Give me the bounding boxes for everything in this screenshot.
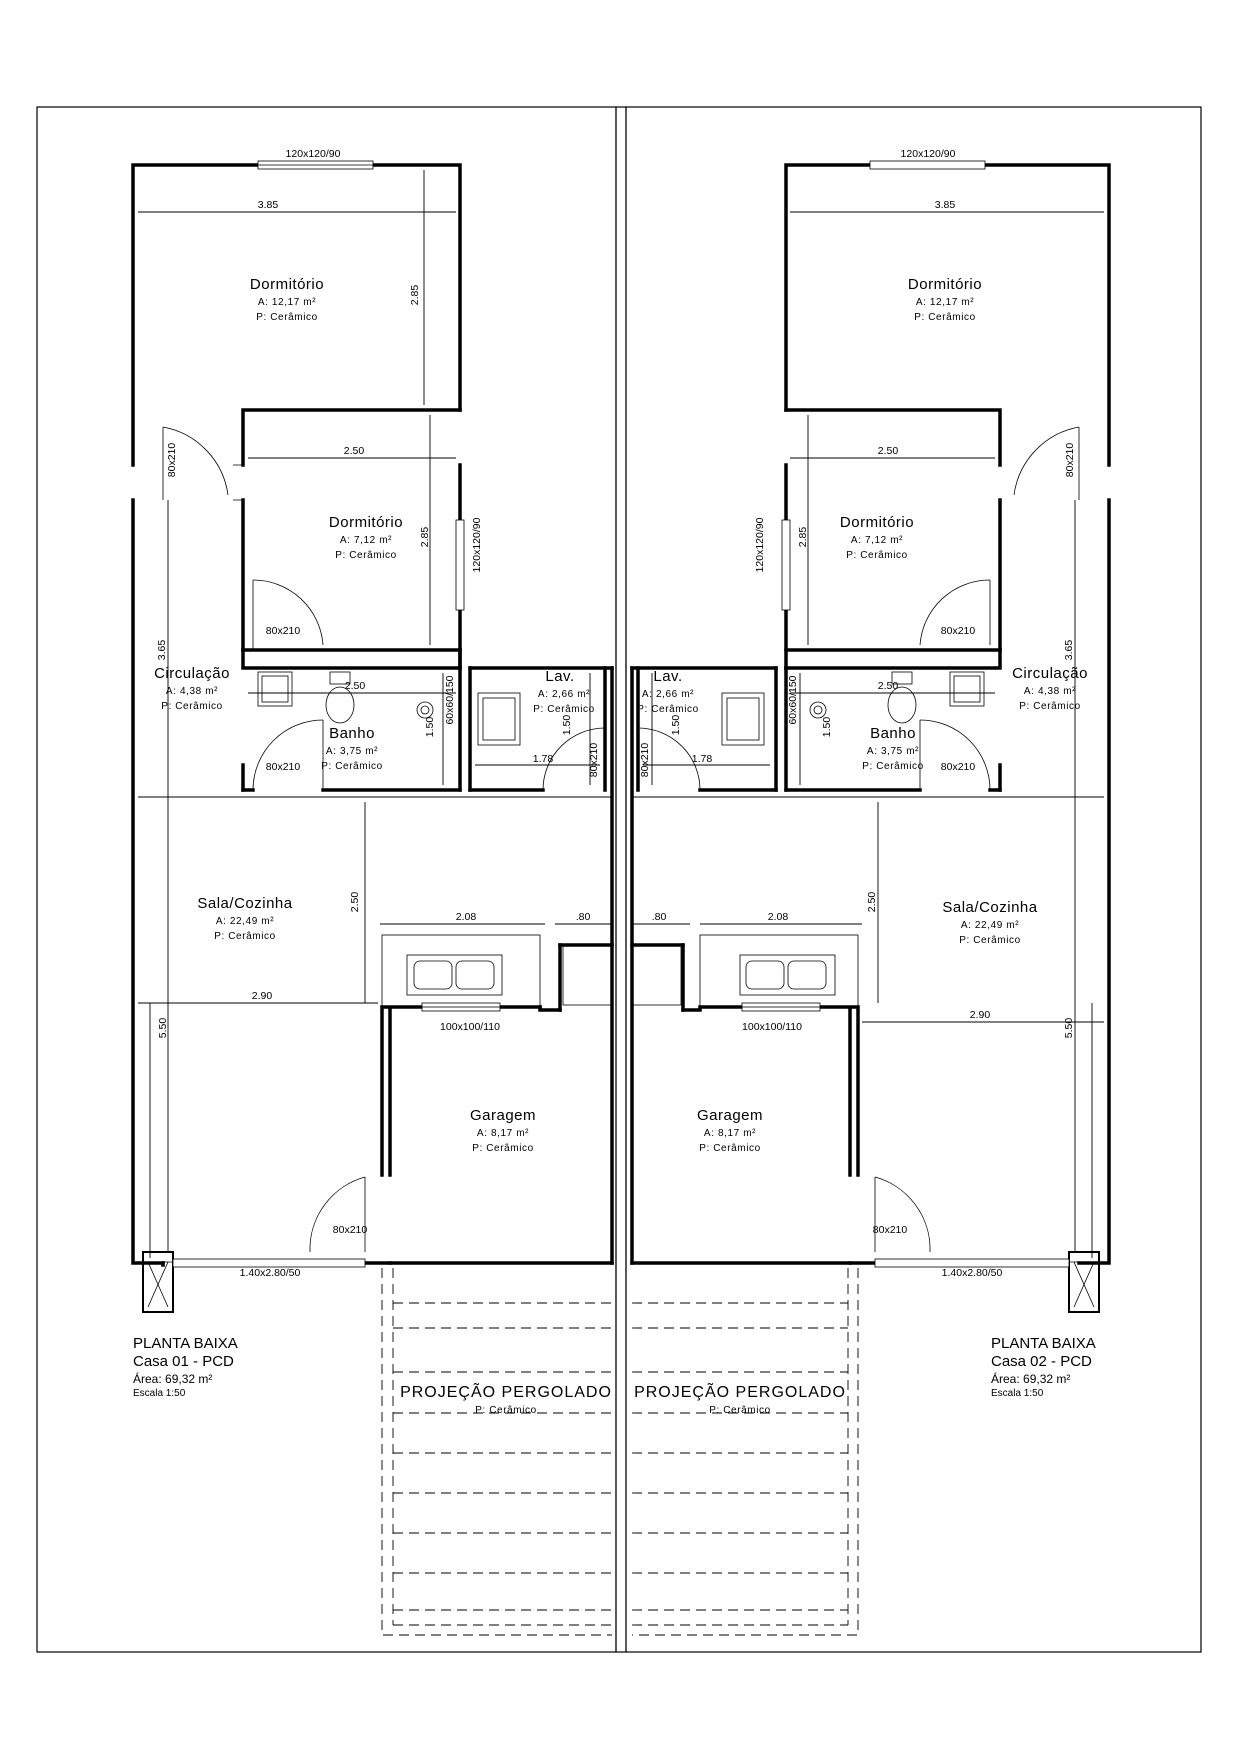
dim-bath-w: 2.50 (877, 680, 899, 692)
laundry-tank-icon (478, 693, 520, 745)
sink-icon (950, 672, 984, 706)
room-banho (862, 725, 924, 772)
dim-080: .80 (651, 911, 667, 923)
pergolado (382, 1268, 612, 1635)
svg-text:Dormitório: Dormitório (907, 276, 983, 293)
dim-365: 3.65 (1063, 639, 1075, 661)
dim-bath-h: 1.50 (821, 716, 833, 738)
svg-text:PLANTA BAIXA: PLANTA BAIXA (991, 1335, 1096, 1352)
svg-text:Banho: Banho (329, 725, 375, 742)
svg-text:Garagem: Garagem (469, 1107, 537, 1124)
svg-text:PROJEÇÃO PERGOLADO: PROJEÇÃO PERGOLADO (400, 1384, 612, 1401)
svg-text:A: 12,17 m²: A: 12,17 m² (257, 297, 317, 308)
room-dorm2 (329, 514, 403, 561)
drain-icon (810, 702, 826, 718)
room-sala-cozinha (942, 899, 1037, 946)
room-dorm2 (840, 514, 914, 561)
house-1-plan (133, 148, 612, 1635)
dim-lav-w: 1.78 (532, 753, 554, 765)
laundry-tank-icon (722, 693, 764, 745)
room-dorm1 (908, 276, 982, 323)
dim-door-banho: 80x210 (940, 761, 976, 773)
svg-text:P: Cerâmico: P: Cerâmico (214, 931, 276, 942)
room-circulacao (1012, 665, 1088, 712)
svg-text:P: Cerâmico: P: Cerâmico (472, 1143, 534, 1154)
svg-text:A: 2,66 m²: A: 2,66 m² (537, 689, 591, 700)
dim-bath-h: 1.50 (424, 716, 436, 738)
dim-sala-250: 2.50 (349, 891, 361, 913)
svg-text:Dormitório: Dormitório (249, 276, 325, 293)
dim-285b: 2.85 (419, 526, 431, 548)
dim-door-dorm: 80x210 (940, 625, 976, 637)
dim-550: 5.50 (157, 1017, 169, 1039)
window-top (870, 161, 985, 169)
dim-385: 3.85 (257, 199, 279, 211)
room-dorm1 (250, 276, 324, 323)
sink-icon (258, 672, 292, 706)
dimension-texts (156, 199, 600, 1236)
dim-550: 5.50 (1063, 1017, 1075, 1039)
svg-text:Circulação: Circulação (1012, 665, 1088, 682)
svg-text:A: 8,17 m²: A: 8,17 m² (703, 1128, 757, 1139)
toilet-icon (888, 687, 916, 723)
dim-bath-win: 60x60/150 (787, 675, 799, 725)
svg-text:P: Cerâmico: P: Cerâmico (1019, 701, 1081, 712)
dim-080: .80 (575, 911, 591, 923)
svg-text:PROJEÇÃO PERGOLADO: PROJEÇÃO PERGOLADO (634, 1384, 846, 1401)
window-side (456, 520, 464, 610)
dim-bath-win: 60x60/150 (444, 675, 456, 725)
window-side-label: 120x120/90 (471, 517, 483, 573)
svg-text:P: Cerâmico: P: Cerâmico (709, 1405, 771, 1416)
room-garagem (470, 1107, 536, 1154)
svg-text:Escala 1:50: Escala 1:50 (991, 1388, 1044, 1399)
dim-lav-h: 1.50 (670, 714, 682, 736)
dim-lav-h: 1.50 (561, 714, 573, 736)
window-front (173, 1259, 365, 1267)
dimension-lines (632, 212, 1104, 1258)
dim-290: 2.90 (251, 990, 273, 1002)
drawing-frame (37, 107, 1201, 1652)
window-side (782, 520, 790, 610)
dim-285a: 2.85 (409, 284, 421, 306)
svg-text:Banho: Banho (870, 725, 916, 742)
svg-text:Casa 02 - PCD: Casa 02 - PCD (991, 1353, 1092, 1370)
title-block-casa-02 (991, 1335, 1096, 1399)
room-circulacao (154, 665, 230, 712)
svg-text:A: 4,38 m²: A: 4,38 m² (1023, 686, 1077, 697)
svg-text:Dormitório: Dormitório (839, 514, 915, 531)
dim-250: 2.50 (877, 445, 899, 457)
window-front (875, 1259, 1069, 1267)
window-side-label: 120x120/90 (754, 517, 766, 573)
svg-text:P: Cerâmico: P: Cerâmico (321, 761, 383, 772)
svg-text:Área: 69,32 m²: Área: 69,32 m² (133, 1372, 213, 1386)
title-block-casa-01 (133, 1335, 238, 1399)
svg-text:P: Cerâmico: P: Cerâmico (533, 704, 595, 715)
svg-text:Sala/Cozinha: Sala/Cozinha (942, 899, 1038, 916)
svg-text:A: 8,17 m²: A: 8,17 m² (476, 1128, 530, 1139)
toilet-icon (326, 687, 354, 723)
drain-icon (417, 702, 433, 718)
window-top-label: 120x120/90 (900, 148, 956, 160)
svg-text:A: 7,12 m²: A: 7,12 m² (339, 535, 393, 546)
room-banho (321, 725, 383, 772)
dim-208: 2.08 (767, 911, 789, 923)
svg-text:P: Cerâmico: P: Cerâmico (699, 1143, 761, 1154)
svg-text:Casa 01 - PCD: Casa 01 - PCD (133, 1353, 234, 1370)
svg-text:P: Cerâmico: P: Cerâmico (862, 761, 924, 772)
dim-door-garage: 80x210 (872, 1224, 908, 1236)
svg-text:Dormitório: Dormitório (328, 514, 404, 531)
window-front-label: 1.40x2.80/50 (941, 1267, 1003, 1279)
svg-text:A: 22,49 m²: A: 22,49 m² (215, 916, 275, 927)
dim-door-garage: 80x210 (332, 1224, 368, 1236)
pergolado (632, 1268, 858, 1635)
dim-lav-door: 80x210 (639, 742, 651, 778)
window-top-label: 120x120/90 (285, 148, 341, 160)
dim-250: 2.50 (343, 445, 365, 457)
dim-lav-door: 80x210 (588, 742, 600, 778)
svg-text:PLANTA BAIXA: PLANTA BAIXA (133, 1335, 238, 1352)
svg-text:A: 7,12 m²: A: 7,12 m² (850, 535, 904, 546)
dim-285b: 2.85 (797, 526, 809, 548)
house-2-plan (632, 148, 1109, 1635)
dim-290: 2.90 (969, 1009, 991, 1021)
svg-text:P: Cerâmico: P: Cerâmico (335, 550, 397, 561)
room-garagem (697, 1107, 763, 1154)
svg-text:A: 3,75 m²: A: 3,75 m² (325, 746, 379, 757)
svg-text:P: Cerâmico: P: Cerâmico (914, 312, 976, 323)
svg-text:Sala/Cozinha: Sala/Cozinha (197, 895, 293, 912)
room-lav (533, 668, 595, 715)
dim-door-banho: 80x210 (265, 761, 301, 773)
svg-text:Garagem: Garagem (696, 1107, 764, 1124)
svg-text:P: Cerâmico: P: Cerâmico (475, 1405, 537, 1416)
svg-text:A: 2,66 m²: A: 2,66 m² (641, 689, 695, 700)
dim-door-ext: 80x210 (1064, 442, 1076, 478)
svg-text:P: Cerâmico: P: Cerâmico (846, 550, 908, 561)
dim-door-dorm: 80x210 (265, 625, 301, 637)
dim-sala-250: 2.50 (866, 891, 878, 913)
svg-text:Lav.: Lav. (653, 668, 683, 685)
svg-text:Lav.: Lav. (545, 668, 575, 685)
room-sala-cozinha (197, 895, 292, 942)
svg-text:A: 12,17 m²: A: 12,17 m² (915, 297, 975, 308)
dim-208: 2.08 (455, 911, 477, 923)
dim-door-ext: 80x210 (166, 442, 178, 478)
dim-385: 3.85 (934, 199, 956, 211)
svg-text:Circulação: Circulação (154, 665, 230, 682)
room-lav (637, 668, 699, 715)
dim-bath-w: 2.50 (344, 680, 366, 692)
svg-text:P: Cerâmico: P: Cerâmico (637, 704, 699, 715)
window-kitchen-label: 100x100/110 (440, 1021, 500, 1033)
svg-text:P: Cerâmico: P: Cerâmico (256, 312, 318, 323)
dim-lav-w: 1.78 (691, 753, 713, 765)
svg-text:A: 22,49 m²: A: 22,49 m² (960, 920, 1020, 931)
svg-text:A: 4,38 m²: A: 4,38 m² (165, 686, 219, 697)
dim-365: 3.65 (156, 639, 168, 661)
svg-text:P: Cerâmico: P: Cerâmico (959, 935, 1021, 946)
svg-text:Escala 1:50: Escala 1:50 (133, 1388, 186, 1399)
svg-text:P: Cerâmico: P: Cerâmico (161, 701, 223, 712)
window-kitchen-label: 100x100/110 (742, 1021, 802, 1033)
svg-text:A: 3,75 m²: A: 3,75 m² (866, 746, 920, 757)
window-front-label: 1.40x2.80/50 (239, 1267, 301, 1279)
fixtures (632, 672, 984, 1007)
svg-text:Área: 69,32 m²: Área: 69,32 m² (991, 1372, 1071, 1386)
